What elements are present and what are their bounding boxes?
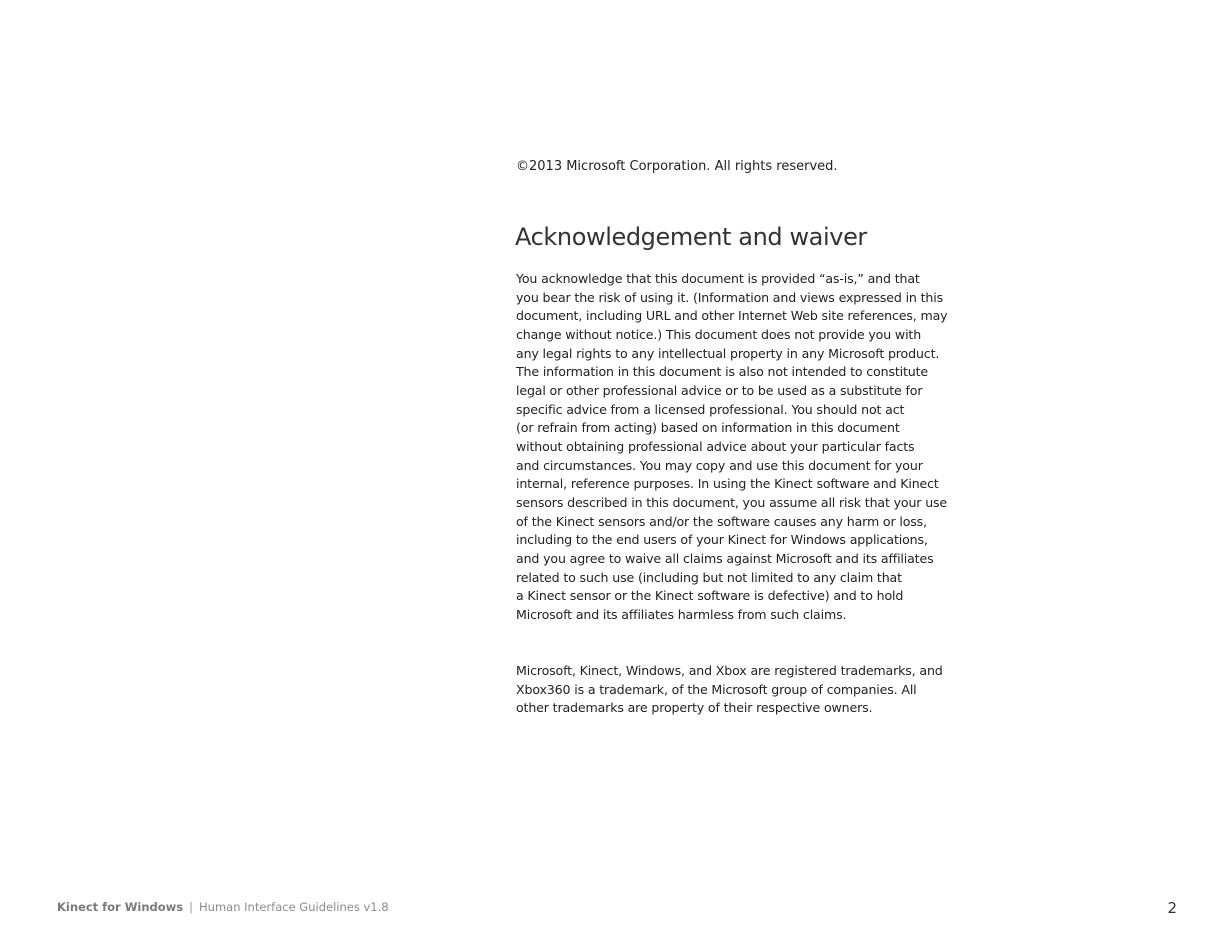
trademark-line: other trademarks are property of their respective owners. [516, 700, 873, 716]
copyright-notice: ©2013 Microsoft Corporation. All rights reserved. [516, 159, 838, 174]
trademark-line: Xbox360 is a trademark, of the Microsoft group of companies. All [516, 681, 917, 697]
waiver-paragraph [516, 270, 946, 624]
waiver-line: and circumstances. You may copy and use this document for your [516, 457, 923, 473]
waiver-line: of the Kinect sensors and/or the software causes any harm or loss, [516, 513, 927, 529]
trademarks-paragraph [516, 662, 946, 718]
waiver-line: internal, reference purposes. In using the Kinect software and Kinect [516, 476, 939, 492]
waiver-line: You acknowledge that this document is provided “as-is,” and that [516, 271, 920, 286]
waiver-line: sensors described in this document, you assume all risk that your use [516, 494, 948, 510]
waiver-line: related to such use (including but not limited to any claim that [516, 569, 902, 585]
waiver-line: document, including URL and other Internet Web site references, may [516, 308, 948, 324]
waiver-line: including to the end users of your Kinect for Windows applications, [516, 532, 928, 548]
waiver-line: change without notice.) This document does not provide you with [516, 326, 922, 342]
waiver-line: Microsoft and its affiliates harmless from such claims. [516, 606, 847, 622]
page-footer [57, 899, 389, 915]
waiver-line: (or refrain from acting) based on information in this document [516, 420, 900, 436]
waiver-line: legal or other professional advice or to be used as a substitute for [516, 382, 923, 398]
footer-product-name: Kinect for Windows [57, 900, 184, 914]
waiver-line: a Kinect sensor or the Kinect software is defective) and to hold [516, 588, 904, 604]
waiver-line: and you agree to waive all claims against Microsoft and its affiliates [516, 550, 934, 566]
waiver-line: The information in this document is also not intended to constitute [516, 364, 929, 380]
footer-separator: | [189, 900, 194, 914]
waiver-line: without obtaining professional advice about your particular facts [516, 438, 915, 454]
trademark-line: Microsoft, Kinect, Windows, and Xbox are registered trademarks, and [516, 663, 943, 678]
waiver-line: any legal rights to any intellectual property in any Microsoft product. [516, 345, 940, 361]
page-number: 2 [1167, 899, 1177, 917]
footer-document-title: Human Interface Guidelines v1.8 [199, 900, 389, 914]
waiver-line: you bear the risk of using it. (Information and views expressed in this [516, 289, 943, 305]
waiver-line: specific advice from a licensed professional. You should not act [516, 401, 905, 417]
section-heading: Acknowledgement and waiver [515, 223, 867, 251]
